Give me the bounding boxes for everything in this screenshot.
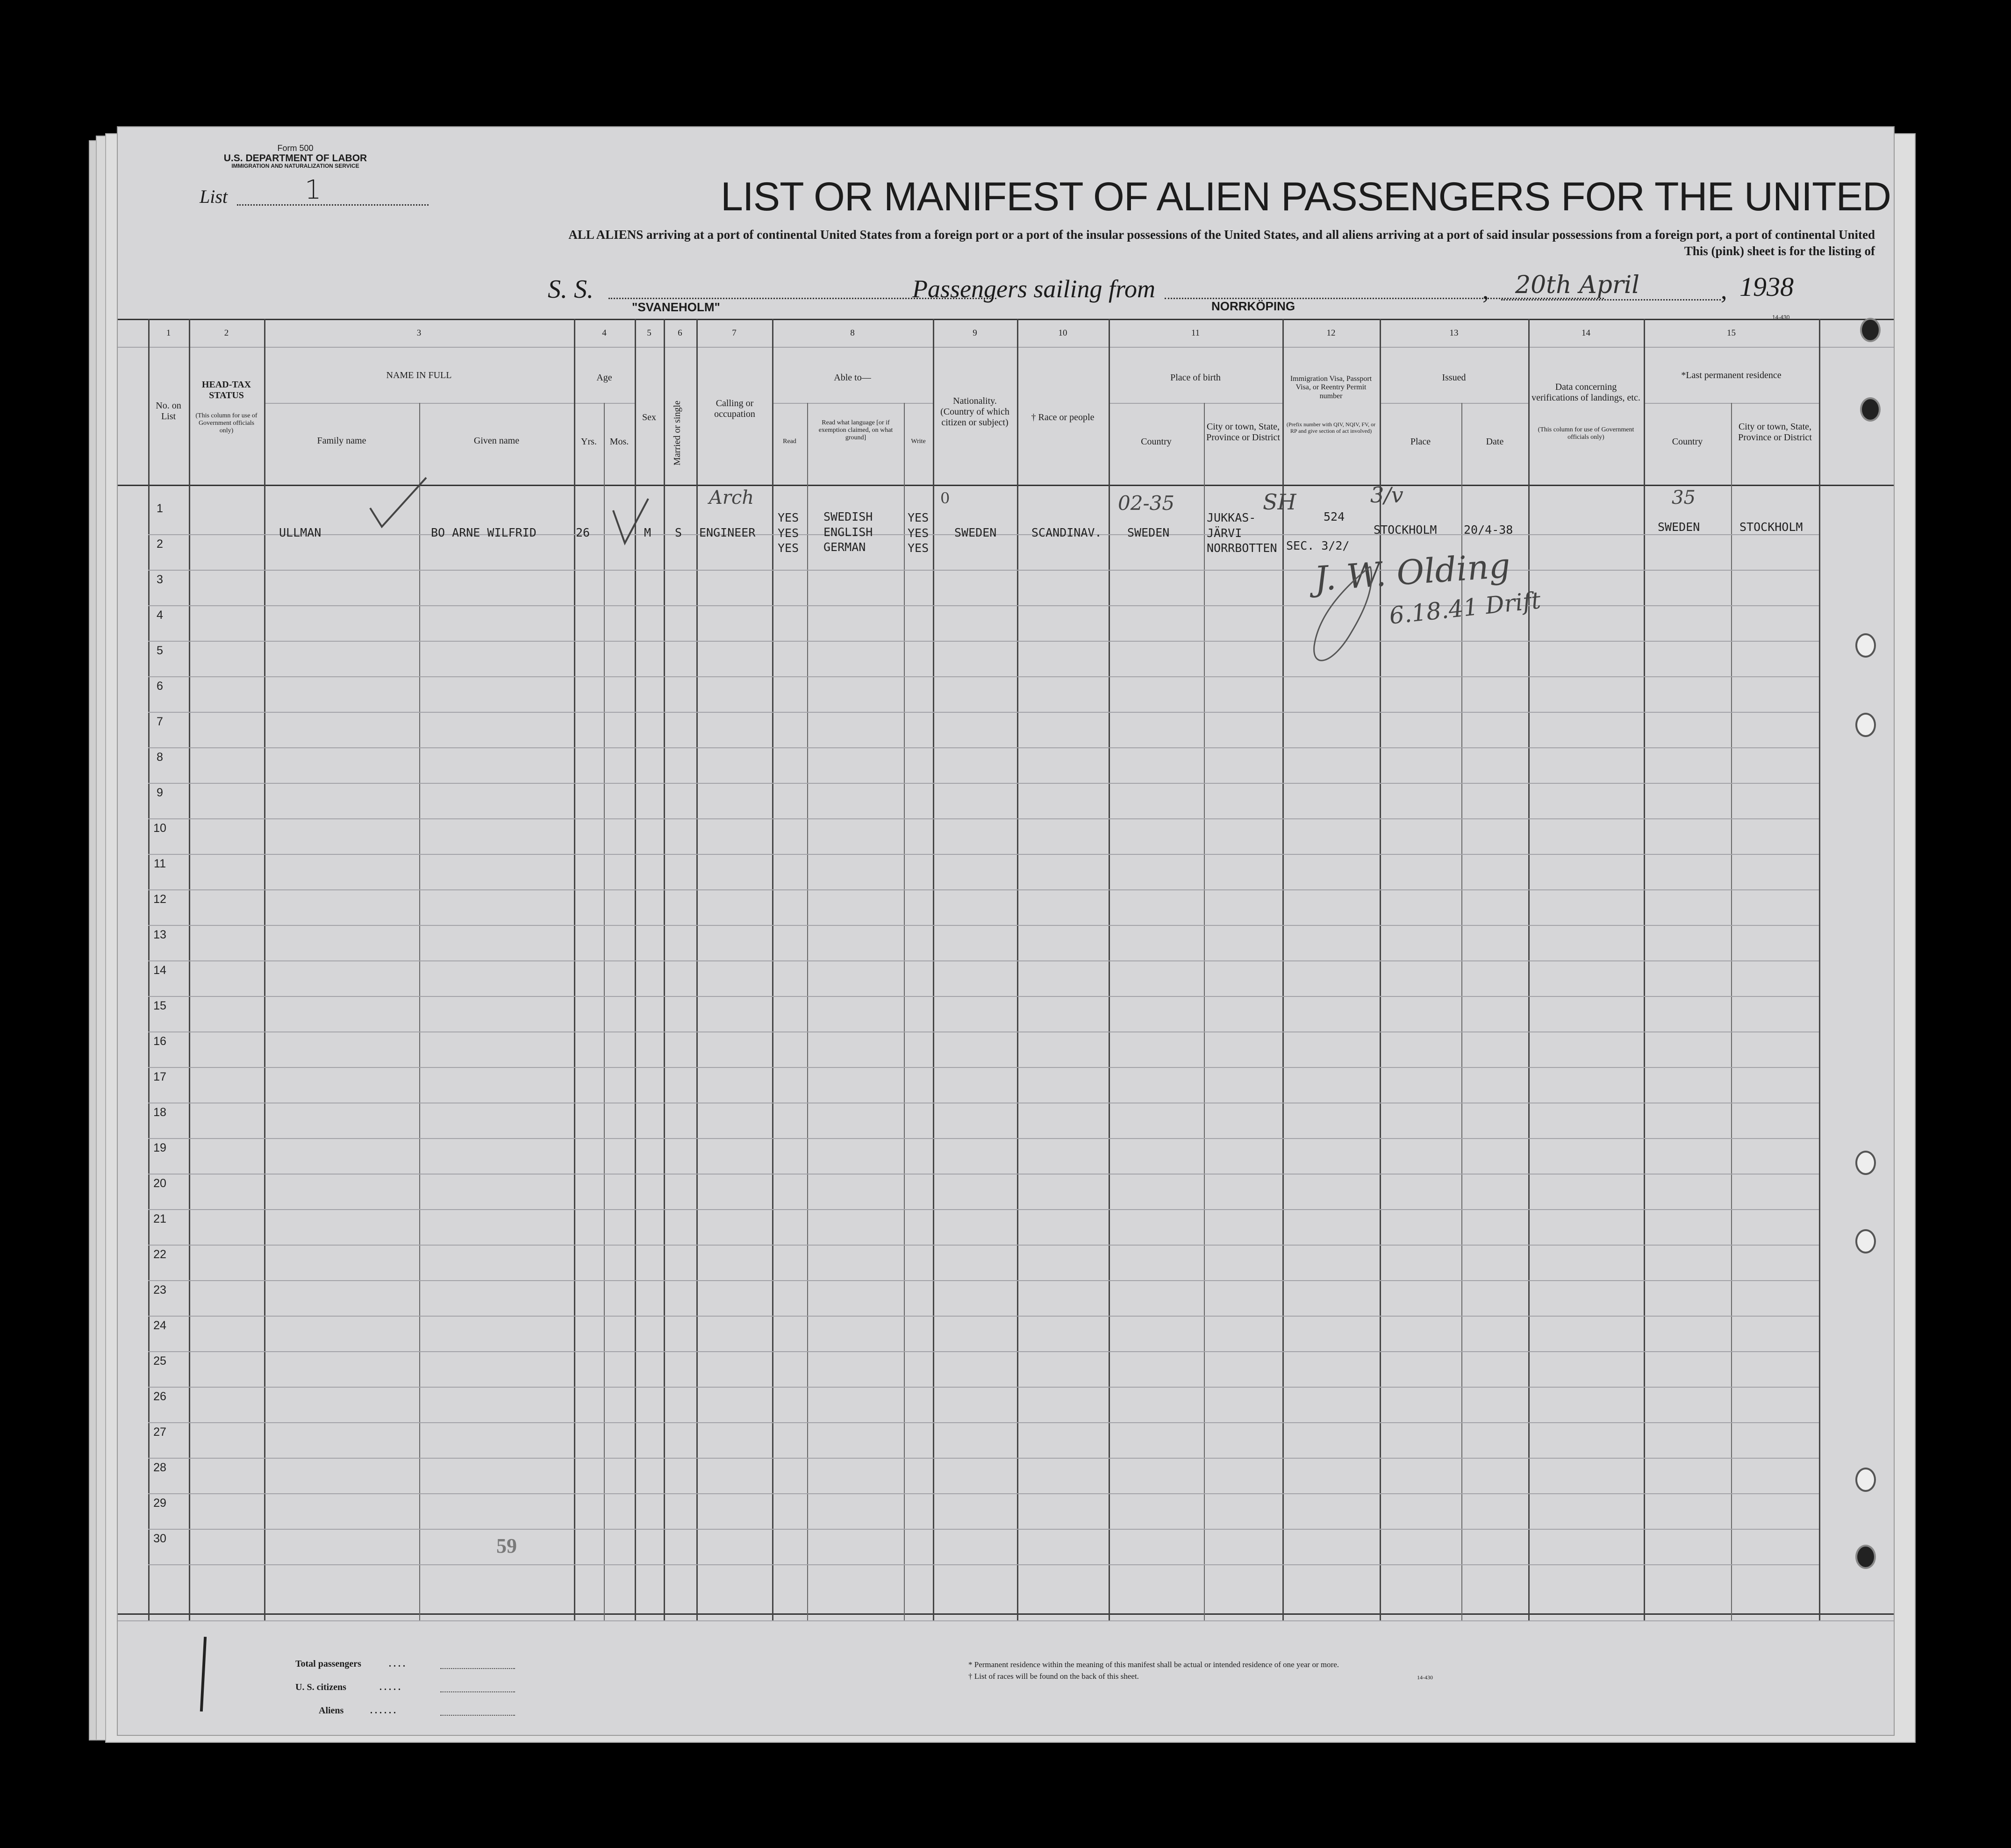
row-rule [148,1387,1819,1388]
col-number: 4 [602,328,607,338]
total-passengers-label: Total passengers [295,1659,361,1669]
col-line [1731,403,1732,1620]
checkmark-icon [361,473,529,538]
row-number: 25 [153,1354,166,1368]
row-rule [148,1458,1819,1459]
col-line [1204,403,1205,1620]
page-stamp: 59 [496,1534,517,1557]
header-visa: Immigration Visa, Passport Visa, or Reentry Permit number [1290,375,1372,400]
col-number: 3 [416,328,422,338]
able-subrule [772,403,933,404]
header-verifications: Data concerning verifications of landings, etc. [1532,382,1640,403]
row-rule [148,960,1819,961]
header-age: Age [596,372,612,383]
row-rule [148,1209,1819,1210]
officer-signature-line-2: 6.18.41 Drift [1388,587,1542,630]
row-number: 26 [153,1390,166,1403]
row-number: 16 [153,1035,166,1048]
row-number: 1 [157,502,163,515]
write-cell: YES YES YES [908,511,929,555]
row-rule [148,1316,1819,1317]
binder-hole-icon [1855,1229,1876,1253]
page-code: 14-430 [1772,314,1790,321]
leader-dots: . . . . . [379,1682,401,1692]
header-sex: Sex [642,412,656,423]
row-number: 5 [157,644,163,657]
row-rule [148,605,1819,606]
header-res-city: City or town, State, Province or District [1738,422,1812,443]
col-line [419,403,420,1620]
row-rule [148,1280,1819,1281]
header-calling: Calling or occupation [714,398,755,419]
residence-code: 35 [1672,487,1696,509]
leader-dots: . . . . . . [370,1705,396,1716]
header-family-name: Family name [317,436,366,446]
table-bottom-rule-2 [118,1620,1894,1621]
col-line [696,319,698,1620]
row-rule [148,1138,1819,1139]
header-res-country: Country [1672,437,1703,447]
table-bottom-rule [118,1613,1894,1615]
visa-number-cell: 524 [1324,510,1345,523]
margin-mark [200,1637,207,1712]
header-head-tax-note: (This column for use of Government officials only) [195,412,258,435]
colnum-rule [118,347,1894,348]
subtitle-line-2: This (pink) sheet is for the listing of [1684,244,1875,258]
comma: , [1482,276,1489,304]
row-rule [148,570,1819,571]
col-line [1644,319,1645,1620]
col-line [904,403,905,1620]
row-rule [148,1564,1819,1565]
row-rule [148,747,1819,748]
row-rule [148,854,1819,855]
nationality-cell: SWEDEN [954,526,997,539]
list-label: List [200,186,228,207]
row-number: 9 [157,786,163,799]
binder-hole-icon [1855,633,1876,658]
row-rule [148,1067,1819,1068]
col-line [807,403,808,1620]
header-issued-date: Date [1486,437,1504,447]
row-rule [148,925,1819,926]
row-number: 2 [157,537,163,551]
officer-signature: J. W. Olding [1313,545,1512,599]
col-number: 11 [1191,328,1200,338]
col-line [1017,319,1018,1620]
header-visa-note: (Prefix number with QIV, NQIV, FV, or RP and give section of act involved) [1286,421,1376,434]
header-nationality: Nationality. (Country of which citizen or subject) [940,396,1009,428]
issued-date-cell: 20/4-38 [1464,523,1513,537]
row-number: 11 [154,857,166,870]
row-number: 15 [153,999,166,1012]
header-able-to: Able to— [834,372,871,383]
row-number: 17 [153,1070,166,1083]
row-rule [148,676,1819,677]
row-number: 29 [153,1497,166,1510]
age-years-cell: 26 [576,526,590,539]
subtitle-line-1: ALL ALIENS arriving at a port of continental United States from a foreign port or a port of the insular possessions of the United States, and all aliens arriving at a port of said insular possessions from a foreign port, a port of continental United [568,228,1875,242]
birth-subrule [1109,403,1282,404]
row-rule [148,1174,1819,1175]
row-rule [148,641,1819,642]
row-number: 20 [153,1177,166,1190]
footnote-races: † List of races will be found on the back of this sheet. [968,1672,1139,1681]
header-married: Married or single [672,401,682,466]
row-number: 13 [153,928,166,941]
visa-handwritten-note: 3/v [1370,482,1403,508]
birth-handwritten-note: SH [1263,489,1296,515]
header-issued: Issued [1442,372,1466,383]
row-rule [148,1493,1819,1494]
header-no-on-list: No. on List [156,401,181,422]
year: 1938 [1739,272,1794,302]
residence-country-cell: SWEDEN [1658,520,1700,534]
col-number: 13 [1449,328,1459,338]
handwritten-date: 20th April [1515,271,1640,299]
checkmark-icon [608,496,665,552]
birth-country-code: 02-35 [1118,492,1175,515]
row-number: 30 [153,1532,166,1545]
col-number: 6 [678,328,682,338]
row-rule [148,996,1819,997]
signature-flourish [1300,557,1394,679]
languages-cell: SWEDISH ENGLISH GERMAN [823,510,873,554]
marital-status-cell: S [675,526,682,539]
row-rule [148,1245,1819,1246]
table-top-rule [118,319,1894,320]
col-number: 15 [1727,328,1736,338]
row-rule [148,818,1819,819]
department-name: U.S. DEPARTMENT OF LABOR [223,153,367,164]
col-number: 10 [1058,328,1067,338]
row-number: 8 [157,751,163,764]
header-read: Read [783,438,796,445]
leader-dots: . . . . [389,1659,405,1669]
row-number: 3 [157,573,163,586]
header-yrs: Yrs. [581,437,597,447]
header-given-name: Given name [473,436,520,446]
header-head-tax: HEAD-TAX STATUS [201,380,251,401]
col-number: 14 [1582,328,1590,338]
row-rule [148,1351,1819,1352]
aliens-line [440,1715,515,1716]
total-passengers-line [440,1668,515,1669]
header-residence: *Last permanent residence [1681,370,1782,380]
occupation-cell: ENGINEER [699,526,756,539]
row-number: 4 [157,609,163,622]
header-race: † Race or people [1031,412,1095,423]
row-number: 14 [153,964,166,977]
col-number: 7 [732,328,737,338]
sailing-label: Passengers sailing from [912,275,1156,303]
sex-cell: M [644,526,651,539]
footnote-residence: * Permanent residence within the meaning of this manifest shall be actual or intended residence of one year or more. [968,1660,1339,1669]
row-number: 6 [157,680,163,693]
row-rule [148,712,1819,713]
page-title: LIST OR MANIFEST OF ALIEN PASSENGERS FOR THE UNITED [721,174,1891,219]
departure-port: NORRKÖPING [1211,299,1295,313]
row-number: 10 [153,822,166,835]
nationality-mark: 0 [940,489,950,507]
header-issued-place: Place [1410,437,1431,447]
list-line [237,204,429,206]
list-number: 1 [305,175,322,205]
footer-code: 14-430 [1417,1674,1433,1681]
row-rule [148,1031,1819,1032]
binder-hole-icon [1860,318,1881,342]
row-number: 22 [153,1248,166,1261]
binder-hole-icon [1855,713,1876,737]
read-cell: YES YES YES [778,511,799,555]
header-birth-country: Country [1141,437,1172,447]
row-rule [148,783,1819,784]
col-number: 12 [1326,328,1336,338]
row-rule [148,1529,1819,1530]
header-write: Write [911,438,926,445]
col-line [933,319,934,1620]
col-line [1528,319,1530,1620]
row-number: 24 [153,1319,166,1332]
date-line [1501,299,1721,301]
row-number: 27 [153,1425,166,1439]
row-number: 7 [157,715,163,728]
us-citizens-line [440,1691,515,1692]
binder-hole-icon [1860,397,1881,422]
birth-city-cell: JUKKAS- JÄRVI NORRBOTTEN [1207,511,1277,555]
ship-name: "SVANEHOLM" [632,300,720,314]
residence-city-cell: STOCKHOLM [1739,520,1803,534]
col-line [1380,319,1381,1620]
issued-subrule [1380,403,1528,404]
row-number: 19 [153,1141,166,1154]
col-line [189,319,190,1620]
service-name: IMMIGRATION AND NATURALIZATION SERVICE [231,163,359,169]
col-line [772,319,773,1620]
col-number: 1 [166,328,171,338]
header-name-in-full: NAME IN FULL [386,370,452,380]
col-number: 9 [973,328,977,338]
col-line [574,319,575,1620]
col-number: 5 [647,328,651,338]
col-number: 2 [224,328,229,338]
col-number: 8 [850,328,855,338]
visa-section-cell: SEC. 3/2/ [1286,539,1350,552]
col-line [264,319,265,1620]
header-place-of-birth: Place of birth [1170,372,1221,383]
row-rule [148,1422,1819,1423]
header-mos: Mos. [609,437,629,447]
family-name-cell: ULLMAN [279,526,322,539]
header-read-language: Read what language [or if exemption claimed, on what ground] [818,419,893,442]
manifest-sheet [117,126,1895,1736]
birth-country-cell: SWEDEN [1127,526,1170,539]
given-name-cell: BO ARNE WILFRID [431,526,537,539]
row-number: 12 [153,893,166,906]
occupation-handwritten-note: Arch [709,487,754,509]
row-number: 18 [153,1106,166,1119]
comma: , [1721,276,1727,304]
col-line [604,403,605,1620]
ss-label: S. S. [548,275,594,304]
form-number: Form 500 [277,143,314,153]
header-birth-city: City or town, State, Province or District [1206,422,1280,443]
col-line [1109,319,1110,1620]
aliens-label: Aliens [319,1705,344,1716]
binder-hole-icon [1855,1151,1876,1175]
race-cell: SCANDINAV. [1031,526,1102,539]
row-number: 21 [153,1212,166,1225]
binder-hole-icon [1855,1545,1876,1569]
header-verifications-note: (This column for use of Government officials only) [1538,426,1634,441]
binder-hole-icon [1855,1468,1876,1492]
row-number: 23 [153,1283,166,1296]
us-citizens-label: U. S. citizens [295,1682,346,1692]
row-rule [148,889,1819,890]
row-number: 28 [153,1461,166,1474]
issued-place-cell: STOCKHOLM [1374,523,1437,537]
col-line [1819,319,1820,1620]
